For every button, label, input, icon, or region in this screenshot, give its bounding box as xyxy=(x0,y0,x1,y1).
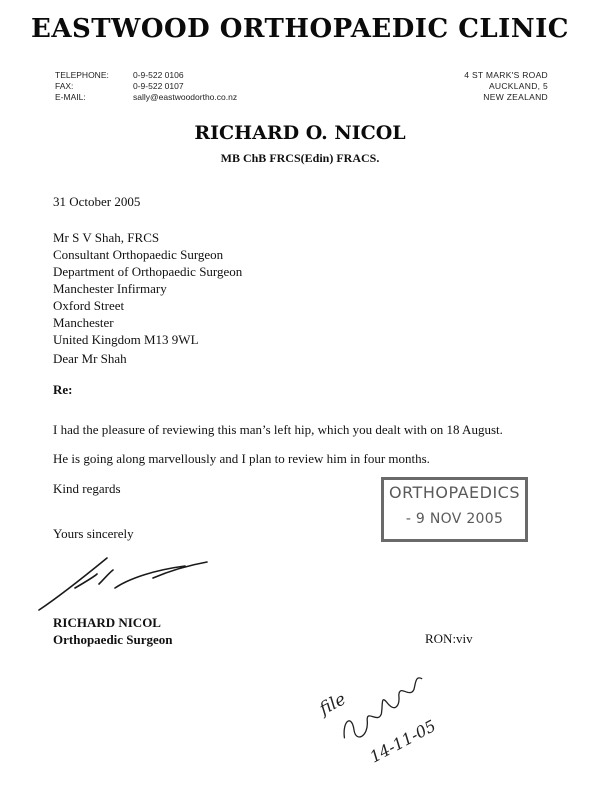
recipient-line: Manchester Infirmary xyxy=(53,281,167,296)
signature xyxy=(35,548,215,618)
recipient-line: Mr S V Shah, FRCS xyxy=(53,230,160,245)
clinic-address xyxy=(464,70,548,103)
email-label: E-MAIL: xyxy=(55,92,86,102)
fax-label: FAX: xyxy=(55,81,74,91)
handwritten-file: file xyxy=(316,689,350,720)
subject-line: Re: xyxy=(53,382,73,397)
handwritten-date: 14-11-05 xyxy=(366,716,440,767)
address-line-3: NEW ZEALAND xyxy=(483,92,548,102)
recipient-address xyxy=(53,229,242,348)
address-line-2: AUCKLAND, 5 xyxy=(488,81,548,91)
recipient-line: Manchester xyxy=(53,315,114,330)
email-address: sally@eastwoodortho.co.nz xyxy=(133,92,238,102)
doctor-qualifications: MB ChB FRCS(Edin) FRACS. xyxy=(220,151,380,165)
paragraph-1: I had the pleasure of reviewing this man’s left hip, which you dealt with on 18 August. xyxy=(53,422,503,437)
handwritten-note xyxy=(310,630,470,770)
salutation: Dear Mr Shah xyxy=(53,351,127,366)
sign-off: Yours sincerely xyxy=(53,526,134,541)
stamp-date: - 9 NOV 2005 xyxy=(405,511,504,527)
signatory-title: Orthopaedic Surgeon xyxy=(53,632,173,647)
paragraph-2: He is going along marvellously and I plan to review him in four months. xyxy=(53,451,430,466)
telephone-label: TELEPHONE: xyxy=(55,70,109,80)
received-stamp xyxy=(381,477,528,542)
contact-labels xyxy=(55,70,109,103)
contact-values xyxy=(133,70,237,103)
reference-code: RON:viv xyxy=(425,631,473,646)
signatory-name: RICHARD NICOL xyxy=(53,615,161,630)
recipient-line: Consultant Orthopaedic Surgeon xyxy=(53,247,224,262)
stamp-title: ORTHOPAEDICS xyxy=(389,483,520,502)
fax-number: 0-9-522 0107 xyxy=(133,81,184,91)
recipient-line: Oxford Street xyxy=(53,298,125,313)
doctor-name: RICHARD O. NICOL xyxy=(194,122,406,144)
clinic-name: EASTWOOD ORTHOPAEDIC CLINIC xyxy=(31,14,569,44)
recipient-line: Department of Orthopaedic Surgeon xyxy=(53,264,243,279)
recipient-line: United Kingdom M13 9WL xyxy=(53,332,199,347)
closing: Kind regards xyxy=(53,481,121,496)
address-line-1: 4 ST MARK'S ROAD xyxy=(464,70,548,80)
letter-date: 31 October 2005 xyxy=(53,194,141,209)
telephone-number: 0-9-522 0106 xyxy=(133,70,184,80)
